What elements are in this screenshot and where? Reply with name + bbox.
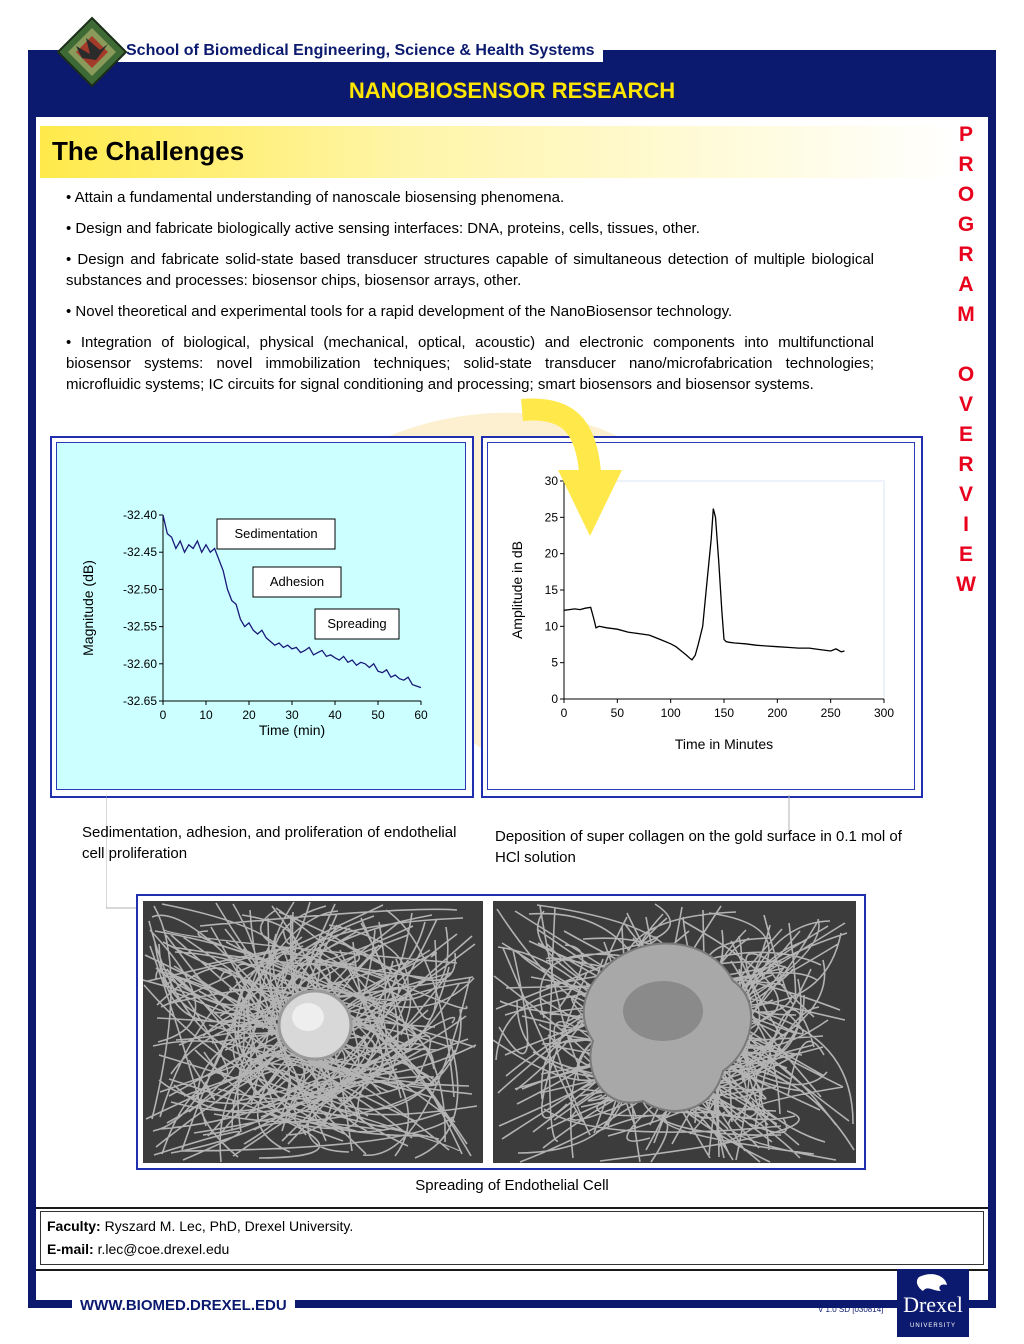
y-tick-label: 0 [551, 692, 558, 706]
x-tick-label: 60 [414, 708, 428, 722]
challenges-list [66, 187, 874, 405]
sidebar-letter: O [957, 363, 975, 386]
faculty-box-inner [40, 1211, 984, 1265]
x-tick-label: 0 [159, 708, 167, 722]
cell-highlight [292, 1003, 324, 1031]
x-tick-label: 30 [285, 708, 299, 722]
sem-caption: Spreading of Endothelial Cell [415, 1177, 609, 1194]
x-axis-label: Time (min) [258, 722, 326, 738]
sidebar-letter: P [958, 123, 973, 146]
chart-magnitude-caption: Sedimentation, adhesion, and proliferation of endothelial cell proliferation [82, 824, 457, 862]
program-overview-sidebar [948, 118, 988, 598]
email-address[interactable]: r.lec@coe.drexel.edu [93, 1241, 230, 1257]
annotation-label: Spreading [327, 616, 387, 631]
y-tick-label: 5 [551, 655, 558, 670]
y-axis-label: Amplitude in dB [509, 540, 525, 640]
email-line [47, 1241, 229, 1257]
sidebar-letter: A [958, 273, 974, 296]
page-title: The Challenges [52, 136, 245, 166]
bullet-item: • Design and fabricate biologically active sensing interfaces: DNA, proteins, cells, tissues, other. [66, 220, 700, 237]
bullet-item: • Attain a fundamental understanding of nanoscale biosensing phenomena. [66, 189, 565, 206]
bullet-item: • Design and fabricate solid-state based transducer structures capable of simultaneous detection of multiple biological substances and processes: biosensor chips, biosensor arrays, other. [66, 251, 874, 289]
y-tick-label: 10 [544, 619, 558, 634]
y-tick-label: 20 [544, 546, 558, 561]
sidebar-letter: E [958, 543, 973, 566]
x-tick-label: 0 [560, 706, 568, 720]
y-tick-label: -32.60 [122, 656, 157, 671]
x-tick-label: 250 [820, 706, 841, 720]
x-tick-label: 50 [371, 708, 385, 722]
x-tick-label: 300 [873, 706, 895, 720]
annotation-label: Sedimentation [234, 526, 318, 541]
sidebar-letter: M [957, 303, 975, 326]
chart-magnitude-panel [50, 436, 474, 798]
faculty-box [36, 1207, 988, 1271]
x-tick-label: 40 [328, 708, 342, 722]
sidebar-letter: E [958, 423, 973, 446]
annotation-label: Adhesion [269, 574, 325, 589]
bullet-item: • Novel theoretical and experimental tools for a rapid development of the NanoBiosensor technology. [66, 303, 733, 320]
drexel-logo [897, 1269, 969, 1337]
x-tick-label: 100 [660, 706, 681, 720]
version-label: V 1.0 SD [030814] [818, 1305, 884, 1314]
y-tick-label: -32.50 [122, 582, 157, 597]
chart-magnitude-background [56, 442, 466, 790]
x-tick-label: 200 [767, 706, 788, 720]
y-axis-label: Magnitude (dB) [80, 560, 96, 656]
x-tick-label: 20 [242, 708, 256, 722]
y-tick-label: 25 [544, 510, 558, 525]
faculty-name: Ryszard M. Lec, PhD, Drexel University. [100, 1218, 354, 1234]
sidebar-letter: V [958, 393, 973, 416]
fiber-network-image [143, 901, 483, 1163]
school-title: School of Biomedical Engineering, Science & Health Systems [118, 40, 603, 62]
y-tick-label: -32.45 [122, 545, 157, 560]
y-tick-label: 30 [544, 474, 558, 488]
sidebar-letter: I [963, 513, 969, 536]
sidebar-letter: O [957, 183, 975, 206]
chart-magnitude [57, 443, 465, 789]
frame-right [988, 50, 996, 1308]
x-tick-label: 150 [713, 706, 735, 720]
research-title: NANOBIOSENSOR RESEARCH [348, 78, 676, 103]
drexel-logo-text: Drexel [903, 1292, 963, 1317]
y-tick-label: 15 [544, 583, 558, 597]
bullet-item: • Integration of biological, physical (mechanical, optical, acoustic) and electronic components into multifunctional biosensor systems: novel immobilization techniques; solid-state transducer nano/microfabrication technologies; microfluidic systems; IC circuits for signal conditioning and processing; smart biosensors and biosensor systems. [66, 334, 874, 393]
sem-rounded-cell-image [143, 901, 483, 1163]
sidebar-letter: R [958, 153, 974, 176]
curved-arrow-icon [518, 396, 628, 540]
drexel-logo-subtext: UNIVERSITY [909, 1323, 956, 1329]
faculty-line [47, 1218, 353, 1234]
x-tick-label: 10 [199, 708, 213, 722]
fiber-network-image [493, 901, 856, 1163]
x-axis-label: Time in Minutes [674, 736, 774, 752]
sidebar-letter: G [957, 213, 975, 236]
y-tick-label: -32.40 [122, 508, 157, 522]
cell-nucleus [623, 981, 703, 1041]
sidebar-letter: R [958, 243, 974, 266]
y-tick-label: -32.65 [122, 694, 157, 708]
faculty-label: Faculty: [47, 1218, 101, 1234]
sidebar-letter: V [958, 483, 973, 506]
email-label: E-mail: [47, 1241, 94, 1257]
website-link[interactable]: WWW.BIOMED.DREXEL.EDU [72, 1297, 295, 1315]
sem-image-frame [136, 894, 866, 1170]
x-tick-label: 50 [610, 706, 625, 720]
sem-spread-cell-image [493, 901, 856, 1163]
sidebar-letter: R [958, 453, 974, 476]
chart-amplitude-caption: Deposition of super collagen on the gold surface in 0.1 mol of HCl solution [495, 828, 902, 866]
y-tick-label: -32.55 [122, 619, 157, 634]
sidebar-letter: W [956, 573, 976, 596]
frame-left [28, 50, 36, 1308]
